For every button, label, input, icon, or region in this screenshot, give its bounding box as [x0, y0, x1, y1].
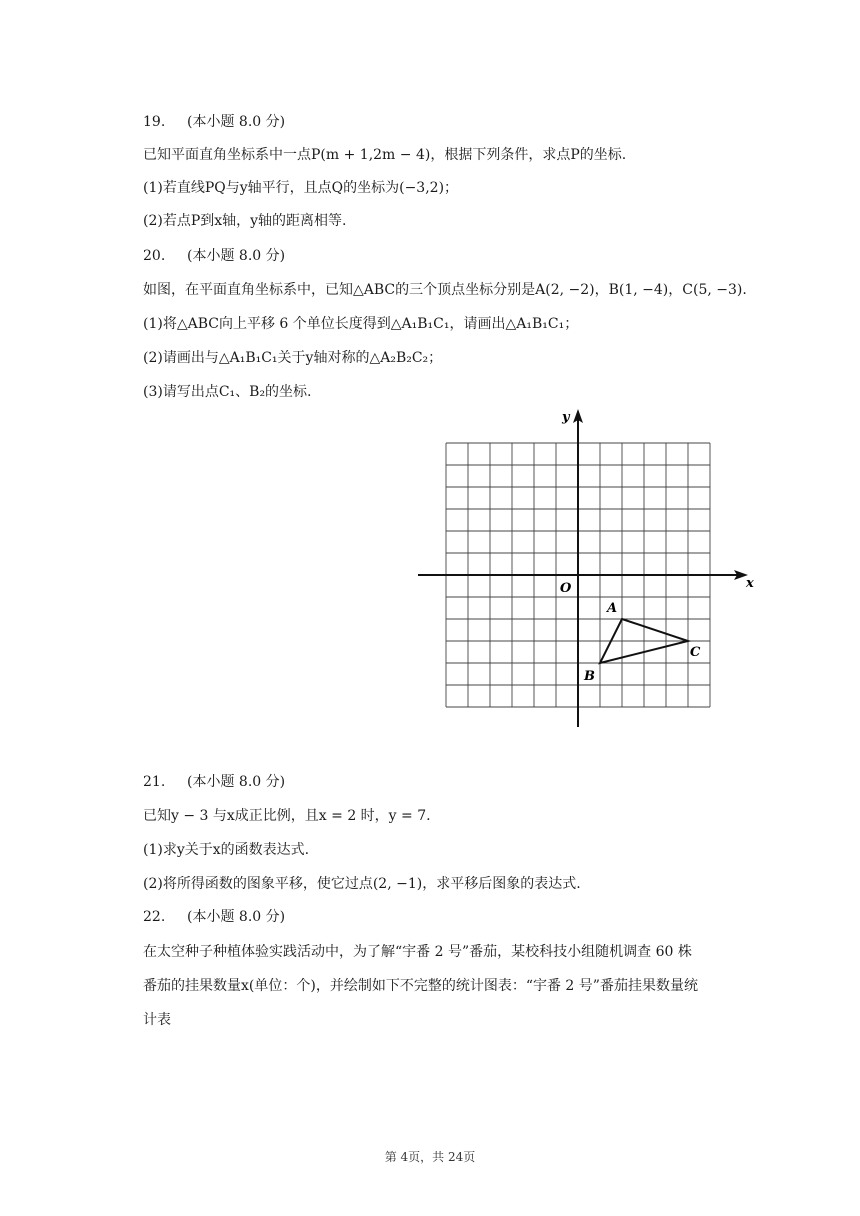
q20-score: (本小题 8.0 分) [187, 248, 286, 264]
point-c-label: C [690, 645, 701, 660]
q20-number: 20. [143, 248, 166, 264]
point-a-label: A [607, 601, 618, 616]
page-footer: 第 4页，共 24页 [384, 1150, 476, 1164]
x-axis-label: x [746, 576, 754, 591]
q21-heading [143, 772, 285, 792]
q19-heading [143, 112, 285, 132]
y-axis-label: y [562, 410, 570, 425]
q19-stem: 已知平面直角坐标系中一点P(m + 1,2m − 4)，根据下列条件，求点P的坐标. [143, 147, 627, 163]
q22-line2: 番茄的挂果数量x(单位：个)，并绘制如下不完整的统计图表：“宇番 2 号”番茄挂果数量统 [143, 978, 698, 994]
q21-part2: (2)将所得函数的图象平移，使它过点(2, −1)，求平移后图象的表达式. [143, 876, 581, 892]
q20-part2: (2)请画出与△A₁B₁C₁关于y轴对称的△A₂B₂C₂； [143, 350, 443, 366]
q20-part1: (1)将△ABC向上平移 6 个单位长度得到△A₁B₁C₁，请画出△A₁B₁C₁； [143, 316, 579, 332]
origin-label: O [560, 581, 572, 596]
axes [418, 409, 748, 727]
q22-line1: 在太空种子种植体验实践活动中，为了解“宇番 2 号”番茄，某校科技小组随机调查 60 株 [143, 944, 692, 960]
q20-stem: 如图，在平面直角坐标系中，已知△ABC的三个顶点坐标分别是A(2, −2)，B(1, −4)，C(5, −3). [143, 282, 747, 298]
coordinate-grid-figure [410, 405, 760, 735]
q21-part1: (1)求y关于x的函数表达式. [143, 842, 310, 858]
q22-score: (本小题 8.0 分) [187, 909, 286, 925]
q19-score: (本小题 8.0 分) [187, 114, 286, 130]
q21-number: 21. [143, 774, 166, 790]
q19-part1: (1)若直线PQ与y轴平行，且点Q的坐标为(−3,2)； [143, 180, 459, 196]
q22-heading [143, 907, 285, 927]
q21-score: (本小题 8.0 分) [187, 774, 286, 790]
q20-part3: (3)请写出点C₁、B₂的坐标. [143, 384, 312, 400]
point-b-label: B [584, 669, 595, 684]
q22-number: 22. [143, 909, 166, 925]
coordinate-grid-svg [410, 405, 760, 735]
q19-part2: (2)若点P到x轴，y轴的距离相等. [143, 213, 347, 229]
q21-stem: 已知y − 3 与x成正比例，且x = 2 时，y = 7. [143, 808, 431, 824]
q20-heading [143, 246, 285, 266]
q22-line3: 计表 [143, 1012, 171, 1028]
q19-number: 19. [143, 114, 166, 130]
